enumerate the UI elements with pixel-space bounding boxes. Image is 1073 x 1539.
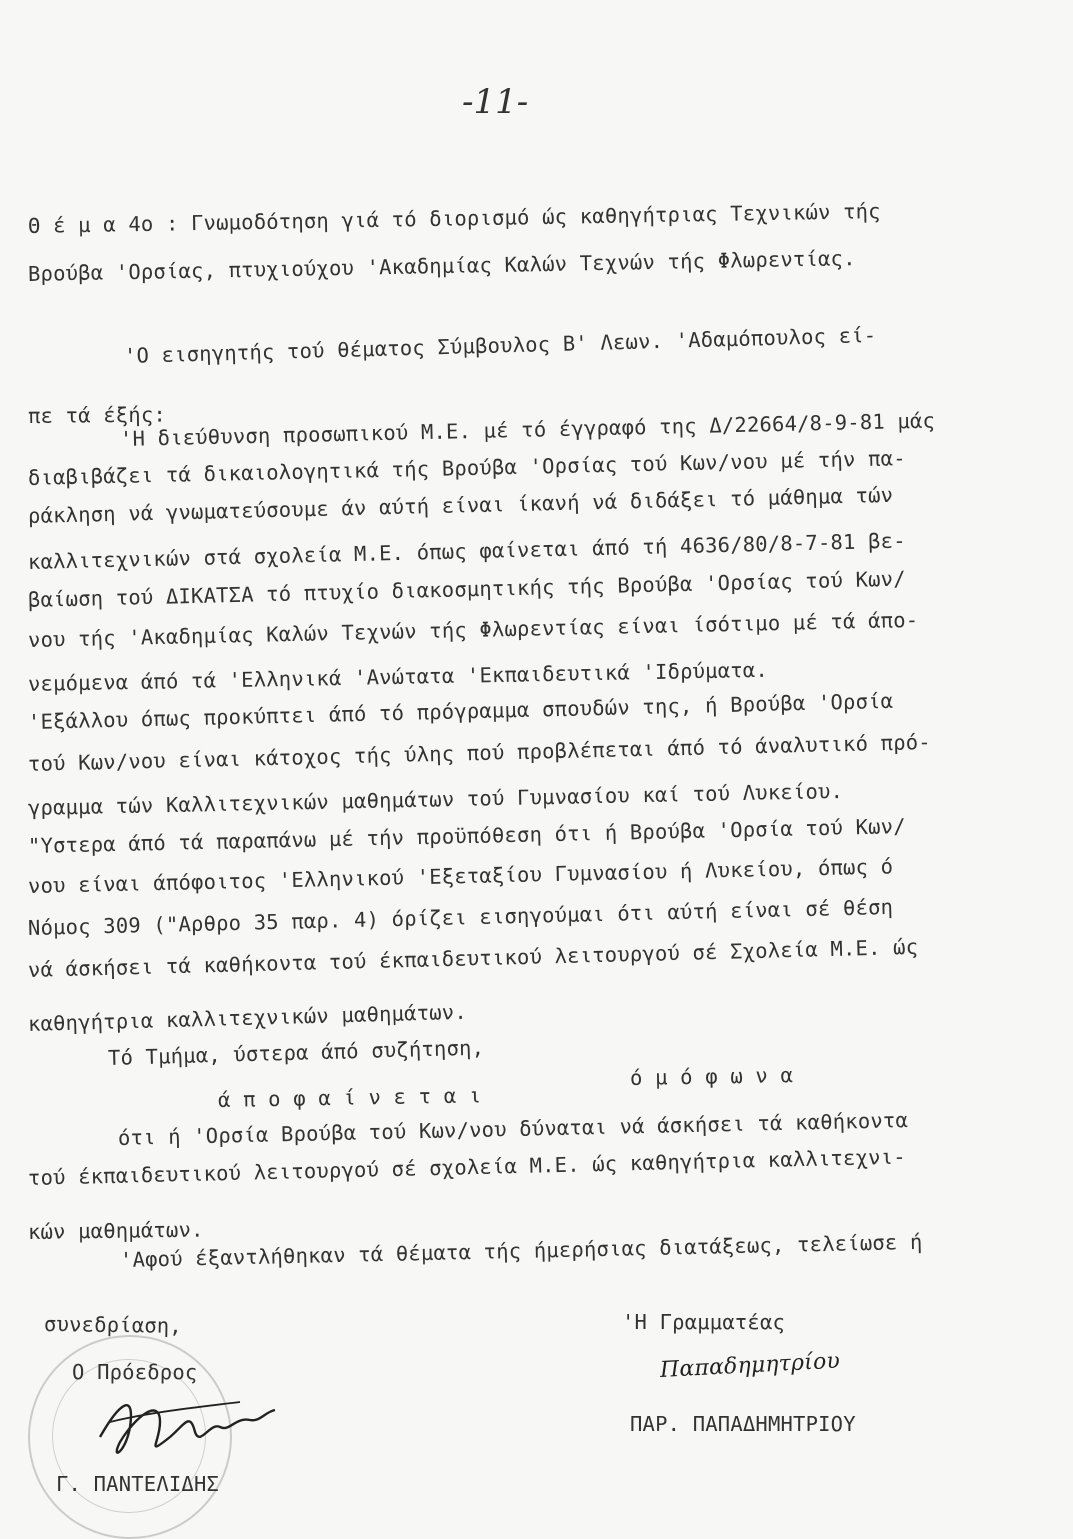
body-line: καθηγήτρια καλλιτεχνικών μαθημάτων. xyxy=(27,999,468,1036)
secretary-handwritten-signature: Παπαδημητρίου xyxy=(659,1348,841,1383)
body-line: τού έκπαιδευτικού λειτουργού σέ σχολεία Μ.Ε. ώς καθηγήτρια καλλιτεχνι- xyxy=(27,1144,906,1190)
president-signature xyxy=(90,1382,280,1472)
subject-line-2: Βρούβα 'Ορσίας, πτυχιούχου 'Ακαδημίας Καλών Τεχνών τής Φλωρεντίας. xyxy=(27,246,856,286)
body-line: καλλιτεχνικών στά σχολεία Μ.Ε. όπως φαίνεται άπό τή 4636/80/8-7-81 βε- xyxy=(27,528,906,574)
secretary-name: ΠΑΡ. ΠΑΠΑΔΗΜΗΤΡΙΟΥ xyxy=(630,1412,856,1436)
body-line: γραμμα τών Καλλιτεχνικών μαθημάτων τού Γυμνασίου καί τού Λυκείου. xyxy=(27,778,844,820)
body-line: συνεδρίαση, xyxy=(43,1312,183,1338)
secretary-title: 'Η Γραμματέας xyxy=(622,1310,786,1334)
body-line: τού Κων/νου είναι κάτοχος τής ύλης πού προβλέπεται άπό τό άναλυτικό πρό- xyxy=(27,729,932,776)
body-line: πε τά έξής: xyxy=(27,402,167,428)
body-line: "Υστερα άπό τά παραπάνω μέ τήν προϋπόθεση ότι ή Βρούβα 'Ορσία τού Κων/ xyxy=(27,814,906,858)
body-line: νά άσκήσει τά καθήκοντα τού έκπαιδευτικού λειτουργού σέ Σχολεία Μ.Ε. ώς xyxy=(27,934,919,982)
body-line: 'Ο εισηγητής τού θέματος Σύμβουλος Β' Λεων. 'Αδαμόπουλος εί- xyxy=(123,322,877,368)
body-line: Τό Τμήμα, ύστερα άπό συζήτηση, xyxy=(107,1035,485,1070)
body-line: βαίωση τού ΔΙΚΑΤΣΑ τό πτυχίο διακοσμητικής τής Βρούβα 'Ορσίας τού Κων/ xyxy=(27,566,906,612)
subject-line-1: Θ έ μ α 4ο : Γνωμοδότηση γιά τό διορισμό ώς καθηγήτριας Τεχνικών τής xyxy=(27,199,881,238)
body-line: διαβιβάζει τά δικαιολογητικά τής Βρούβα 'Ορσίας τού Κων/νου μέ τήν πα- xyxy=(27,446,906,490)
body-line: Νόμος 309 ("Αρθρο 35 παρ. 4) όρίζει εισηγούμαι ότι αύτή είναι σέ θέση xyxy=(27,894,894,940)
body-line: ότι ή 'Ορσία Βρούβα τού Κων/νου δύναται νά άσκήσει τά καθήκοντα xyxy=(117,1108,909,1150)
president-name: Γ. ΠΑΝΤΕΛΙΔΗΣ xyxy=(56,1472,220,1496)
body-line: 'Εξάλλου όπως προκύπτει άπό τό πρόγραμμα σπουδών της, ή Βρούβα 'Ορσία xyxy=(27,688,894,734)
body-line: νου τής 'Ακαδημίας Καλών Τεχνών τής Φλωρεντίας είναι ίσότιμο μέ τά άπο- xyxy=(27,607,919,652)
body-line: νου είναι άπόφοιτος 'Ελληνικού 'Εξεταξίου Γυμνασίου ή Λυκείου, όπως ό xyxy=(27,854,894,898)
body-line: νεμόμενα άπό τά 'Ελληνικά 'Ανώτατα 'Εκπαιδευτικά 'Ιδρύματα. xyxy=(27,657,769,696)
body-line: κών μαθημάτων. xyxy=(27,1217,204,1244)
unanimous-heading: ό μ ό φ ω ν α xyxy=(629,1063,794,1090)
body-line: 'Η διεύθυνση προσωπικού Μ.Ε. μέ τό έγγραφό της Δ/22664/8-9-81 μάς xyxy=(119,408,936,451)
body-line: ράκληση νά γνωματεύσουμε άν αύτή είναι ίκανή νά διδάξει τό μάθημα τών xyxy=(27,482,894,528)
body-line: 'Αφού έξαντλήθηκαν τά θέματα τής ήμερήσιας διατάξεως, τελείωσε ή xyxy=(119,1229,923,1272)
decision-heading: ά π ο φ α ί ν ε τ α ι xyxy=(217,1083,482,1112)
president-title: Ο Πρόεδρος xyxy=(72,1360,198,1384)
page-number: -11- xyxy=(462,82,529,122)
